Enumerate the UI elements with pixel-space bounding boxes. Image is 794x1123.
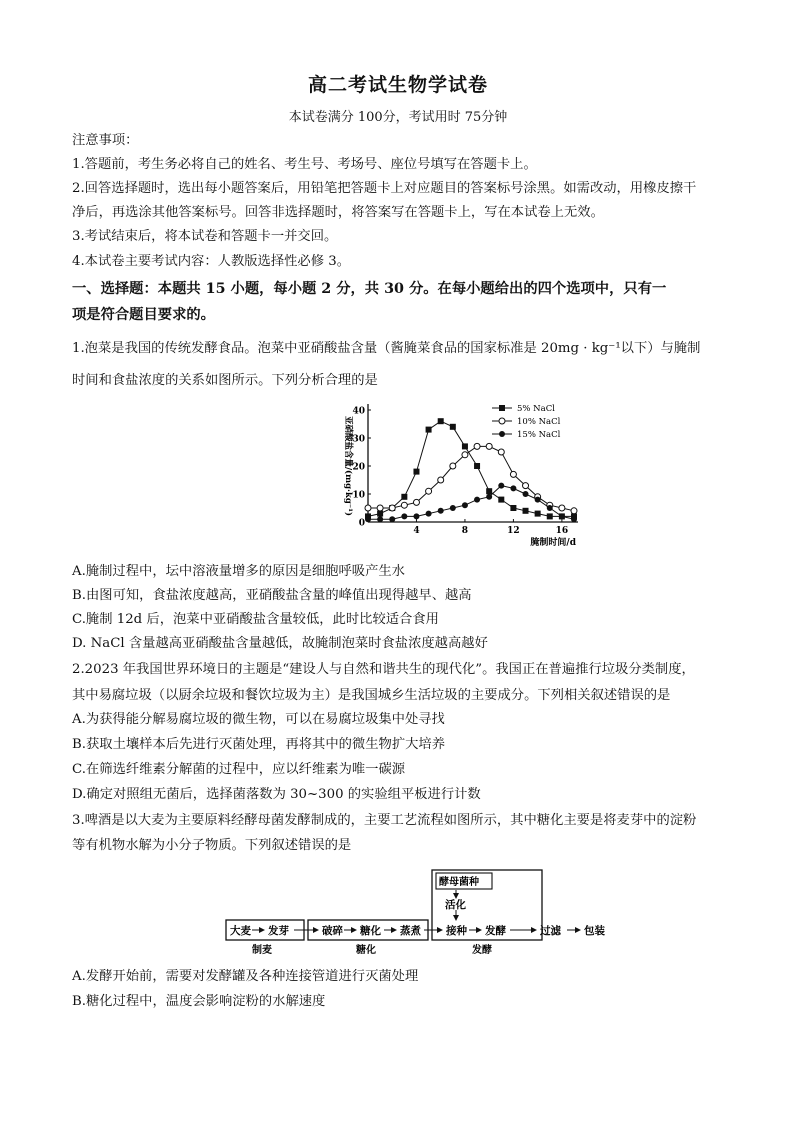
x-tick-label: 8 (461, 526, 469, 536)
flow-step: 蒸煮 (400, 925, 421, 937)
x-tick-label: 12 (507, 526, 520, 536)
data-point (438, 477, 444, 483)
yeast-label: 酵母菌种 (439, 877, 479, 888)
question-3-stem: 等有机物水解为小分子物质。下列叙述错误的是 (72, 838, 352, 853)
question-1-stem: 1.泡菜是我国的传统发酵食品。泡菜中亚硝酸盐含量（酱腌菜食品的国家标准是 20mg · kg⁻¹以下）与腌制 (72, 341, 701, 356)
data-point (486, 488, 492, 494)
data-point (535, 511, 541, 517)
flow-step: 包装 (584, 925, 605, 937)
question-2-stem: 其中易腐垃圾（以厨余垃圾和餐饮垃圾为主）是我国城乡生活垃圾的主要成分。下列相关叙述错误的是 (72, 688, 671, 703)
notice-item: 3.考试结束后，将本试卷和答题卡一并交回。 (72, 229, 338, 244)
data-point (365, 516, 371, 522)
data-point (523, 508, 529, 514)
data-point (365, 505, 371, 511)
data-point (438, 418, 444, 424)
question-1-stem: 时间和食盐浓度的关系如图所示。下列分析合理的是 (72, 373, 378, 388)
data-point (377, 516, 383, 522)
data-point (474, 443, 480, 449)
data-point (498, 449, 504, 455)
data-point (426, 427, 432, 433)
question-3-option-a: A.发酵开始前，需要对发酵罐及各种连接管道进行灭菌处理 (72, 969, 419, 984)
flow-step: 发酵 (485, 925, 506, 937)
flow-step: 过滤 (540, 925, 561, 937)
data-point (401, 502, 407, 508)
question-1-option-a: A.腌制过程中，坛中溶液量增多的原因是细胞呼吸产生水 (72, 564, 405, 579)
data-point (426, 488, 432, 494)
data-point (510, 505, 516, 511)
question-1-option-c: C.腌制 12d 后，泡菜中亚硝酸盐含量较低，此时比较适合食用 (72, 612, 439, 627)
data-point (510, 485, 516, 491)
data-point (377, 505, 383, 511)
y-tick-label: 10 (352, 490, 365, 501)
question-2-stem: 2.2023 年我国世界环境日的主题是“建设人与自然和谐共生的现代化”。我国正在普遍推行垃圾分类制度， (72, 662, 695, 677)
data-point (389, 516, 395, 522)
question-1-option-d: D. NaCl 含量越高亚硝酸盐含量越低，故腌制泡菜时食盐浓度越高越好 (72, 636, 488, 651)
section-heading: 一、选择题：本题共 15 小题，每小题 2 分，共 30 分。在每小题给出的四个选项中，只有一 (72, 281, 667, 297)
page-title: 高二考试生物学试卷 (307, 74, 488, 96)
notice-item: 4.本试卷主要考试内容：人教版选择性必修 3。 (72, 254, 351, 269)
flow-step: 糖化 (360, 925, 381, 937)
data-point (426, 511, 432, 517)
data-point (523, 483, 529, 489)
data-point (486, 443, 492, 449)
notice-item: 净后，再选涂其他答案标号。回答非选择题时，将答案写在答题卡上，写在本试卷上无效。 (72, 205, 604, 220)
y-tick-label: 40 (352, 406, 365, 417)
data-point (498, 483, 504, 489)
notice-item: 2.回答选择题时，选出每小题答案后，用铅笔把答题卡上对应题目的答案标号涂黑。如需改动，用橡皮擦干 (72, 181, 697, 196)
legend-label: 15% NaCl (517, 430, 561, 440)
y-tick-label: 20 (352, 462, 365, 473)
notice-item: 1.答题前，考生务必将自己的姓名、考生号、考场号、座位号填写在答题卡上。 (72, 157, 537, 172)
data-point (547, 513, 553, 519)
legend-marker (499, 405, 505, 411)
data-point (571, 508, 577, 514)
activate-label: 活化 (445, 899, 466, 911)
legend-marker (499, 431, 505, 437)
data-point (450, 505, 456, 511)
data-point (474, 497, 480, 503)
question-2-option-b: B.获取土壤样本后先进行灭菌处理，再将其中的微生物扩大培养 (72, 737, 446, 752)
flow-step: 破碎 (322, 925, 343, 937)
question-3-stem: 3.啤酒是以大麦为主要原料经酵母菌发酵制成的，主要工艺流程如图所示，其中糖化主要是将麦芽中的淀粉 (72, 813, 697, 828)
question-1-option-b: B.由图可知，食盐浓度越高，亚硝酸盐含量的峰值出现得越早、越高 (72, 588, 472, 603)
data-point (438, 508, 444, 514)
data-point (535, 497, 541, 503)
stage-label: 制麦 (252, 945, 272, 956)
beer-process-diagram (224, 868, 644, 958)
legend-label: 10% NaCl (517, 417, 561, 427)
data-point (462, 452, 468, 458)
x-tick-label: 4 (413, 526, 420, 536)
data-point (450, 463, 456, 469)
legend-marker (499, 418, 505, 424)
data-point (559, 505, 565, 511)
data-point (559, 513, 565, 519)
question-2-option-d: D.确定对照组无菌后，选择菌落数为 30~300 的实验组平板进行计数 (72, 787, 481, 802)
stage-label: 糖化 (356, 945, 376, 956)
data-point (413, 499, 419, 505)
data-point (547, 505, 553, 511)
flow-step: 发芽 (268, 925, 289, 937)
data-point (462, 502, 468, 508)
data-point (510, 471, 516, 477)
flow-step: 大麦 (230, 925, 251, 937)
data-point (389, 505, 395, 511)
question-3-option-b: B.糖化过程中，温度会影响淀粉的水解速度 (72, 994, 326, 1009)
flow-step: 接种 (446, 925, 467, 937)
stage-label: 发酵 (472, 945, 492, 956)
data-point (474, 463, 480, 469)
nitrite-chart (284, 398, 584, 550)
data-point (450, 424, 456, 430)
data-point (498, 497, 504, 503)
data-point (401, 513, 407, 519)
y-tick-label: 30 (352, 434, 365, 445)
data-point (413, 513, 419, 519)
data-point (462, 443, 468, 449)
data-point (523, 491, 529, 497)
data-point (401, 494, 407, 500)
data-point (486, 494, 492, 500)
question-2-option-c: C.在筛选纤维素分解菌的过程中，应以纤维素为唯一碳源 (72, 762, 406, 777)
x-axis-label: 腌制时间/d (530, 538, 576, 548)
data-point (571, 516, 577, 522)
page-subtitle: 本试卷满分 100分，考试用时 75分钟 (288, 110, 508, 125)
section-heading: 项是符合题目要求的。 (72, 307, 215, 323)
y-tick-label: 0 (358, 518, 365, 529)
question-2-option-a: A.为获得能分解易腐垃圾的微生物，可以在易腐垃圾集中处寻找 (72, 712, 445, 727)
data-point (413, 469, 419, 475)
notice-heading: 注意事项： (72, 133, 139, 148)
y-axis-label: 亚硝酸盐含量/(mg·kg⁻¹) (343, 415, 353, 517)
legend-label: 5% NaCl (517, 404, 555, 414)
x-tick-label: 16 (555, 526, 569, 536)
